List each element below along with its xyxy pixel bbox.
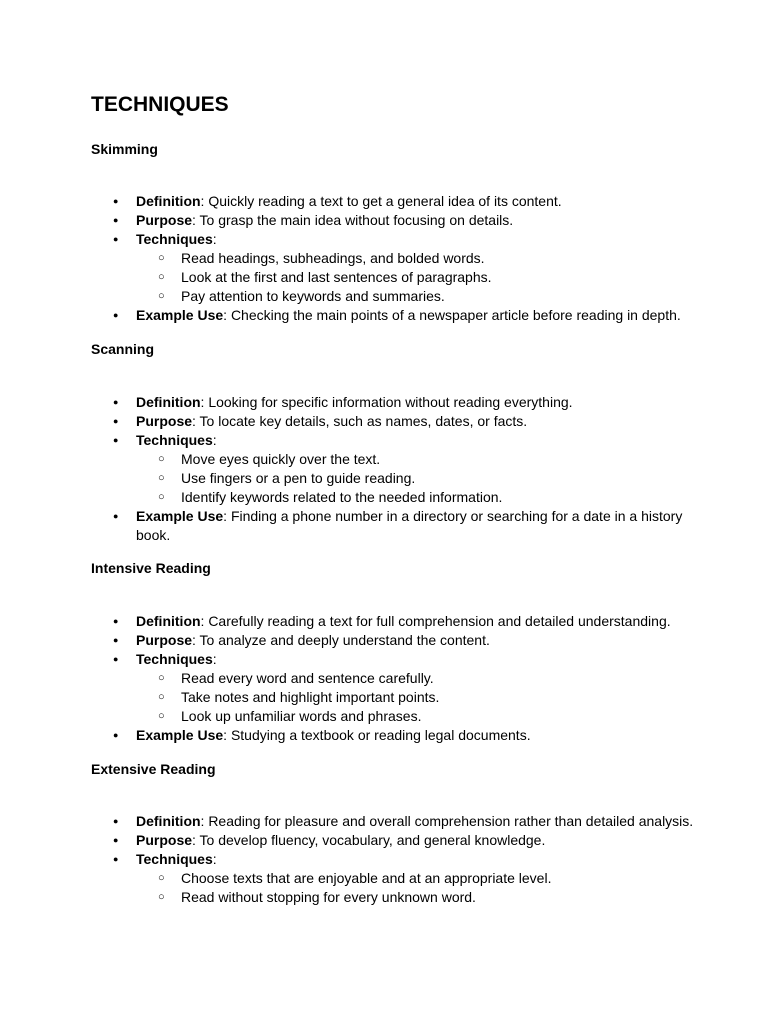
term-label: Purpose: [136, 632, 193, 648]
list-item: [0, 726, 696, 745]
item-text: : Finding a phone number in a directory or searching for a date in a history book.: [136, 508, 683, 543]
list-item: [0, 631, 696, 650]
techniques-sublist: [136, 450, 696, 507]
term-label: Techniques: [136, 432, 213, 448]
list-item: [0, 230, 696, 306]
term-label: Definition: [136, 613, 201, 629]
sub-list-item: ○ Look up unfamiliar words and phrases.: [181, 707, 696, 726]
section-heading-extensive-reading: Extensive Reading: [91, 761, 216, 777]
skimming-list: [0, 192, 768, 325]
techniques-sublist: [136, 869, 696, 907]
term-label: Definition: [136, 394, 201, 410]
item-text: : To locate key details, such as names, dates, or facts.: [192, 413, 528, 429]
extensive-reading-list: [0, 812, 768, 907]
list-item: [0, 306, 696, 325]
sub-list-item: ○ Identify keywords related to the needed information.: [181, 488, 696, 507]
item-text: :: [212, 851, 217, 867]
list-item: [0, 431, 696, 507]
sub-list-item: ○ Choose texts that are enjoyable and at an appropriate level.: [181, 869, 696, 888]
sub-list-item: ○ Pay attention to keywords and summaries.: [181, 287, 696, 306]
list-item: [0, 192, 696, 211]
term-label: Purpose: [136, 413, 193, 429]
item-text: : Reading for pleasure and overall comprehension rather than detailed analysis.: [200, 813, 694, 829]
term-label: Techniques: [136, 851, 213, 867]
list-item: [0, 412, 696, 431]
techniques-sublist: [136, 249, 696, 306]
term-label: Techniques: [136, 231, 213, 247]
sub-list-item: ○ Read every word and sentence carefully.: [181, 669, 696, 688]
techniques-sublist: [136, 669, 696, 726]
item-text: :: [212, 432, 217, 448]
sub-list-item: ○ Move eyes quickly over the text.: [181, 450, 696, 469]
term-label: Example Use: [136, 307, 224, 323]
term-label: Definition: [136, 813, 201, 829]
term-label: Purpose: [136, 212, 193, 228]
list-item: [0, 612, 696, 631]
list-item: [0, 211, 696, 230]
item-text: : To analyze and deeply understand the content.: [192, 632, 490, 648]
item-text: :: [212, 651, 217, 667]
section-heading-intensive-reading: Intensive Reading: [91, 560, 211, 576]
item-text: : Carefully reading a text for full comprehension and detailed understanding.: [200, 613, 671, 629]
item-text: : Studying a textbook or reading legal documents.: [223, 727, 531, 743]
item-text: : Quickly reading a text to get a general idea of its content.: [200, 193, 562, 209]
page-title: TECHNIQUES: [91, 93, 229, 116]
list-item: [0, 812, 696, 831]
sub-list-item: ○ Use fingers or a pen to guide reading.: [181, 469, 696, 488]
item-text: : Looking for specific information without reading everything.: [200, 394, 573, 410]
section-heading-skimming: Skimming: [91, 141, 158, 157]
item-text: : Checking the main points of a newspaper article before reading in depth.: [223, 307, 681, 323]
intensive-reading-list: [0, 612, 768, 745]
term-label: Example Use: [136, 727, 224, 743]
scanning-list: [0, 393, 768, 545]
sub-list-item: ○ Take notes and highlight important points.: [181, 688, 696, 707]
term-label: Techniques: [136, 651, 213, 667]
list-item: [0, 507, 696, 545]
sub-list-item: ○ Look at the first and last sentences of paragraphs.: [181, 268, 696, 287]
term-label: Example Use: [136, 508, 224, 524]
list-item: [0, 831, 696, 850]
list-item: [0, 393, 696, 412]
item-text: : To grasp the main idea without focusing on details.: [192, 212, 514, 228]
list-item: [0, 850, 696, 907]
section-heading-scanning: Scanning: [91, 341, 155, 357]
sub-list-item: ○ Read headings, subheadings, and bolded words.: [181, 249, 696, 268]
list-item: [0, 650, 696, 726]
item-text: :: [212, 231, 217, 247]
term-label: Purpose: [136, 832, 193, 848]
term-label: Definition: [136, 193, 201, 209]
item-text: : To develop fluency, vocabulary, and general knowledge.: [192, 832, 546, 848]
sub-list-item: ○ Read without stopping for every unknown word.: [181, 888, 696, 907]
